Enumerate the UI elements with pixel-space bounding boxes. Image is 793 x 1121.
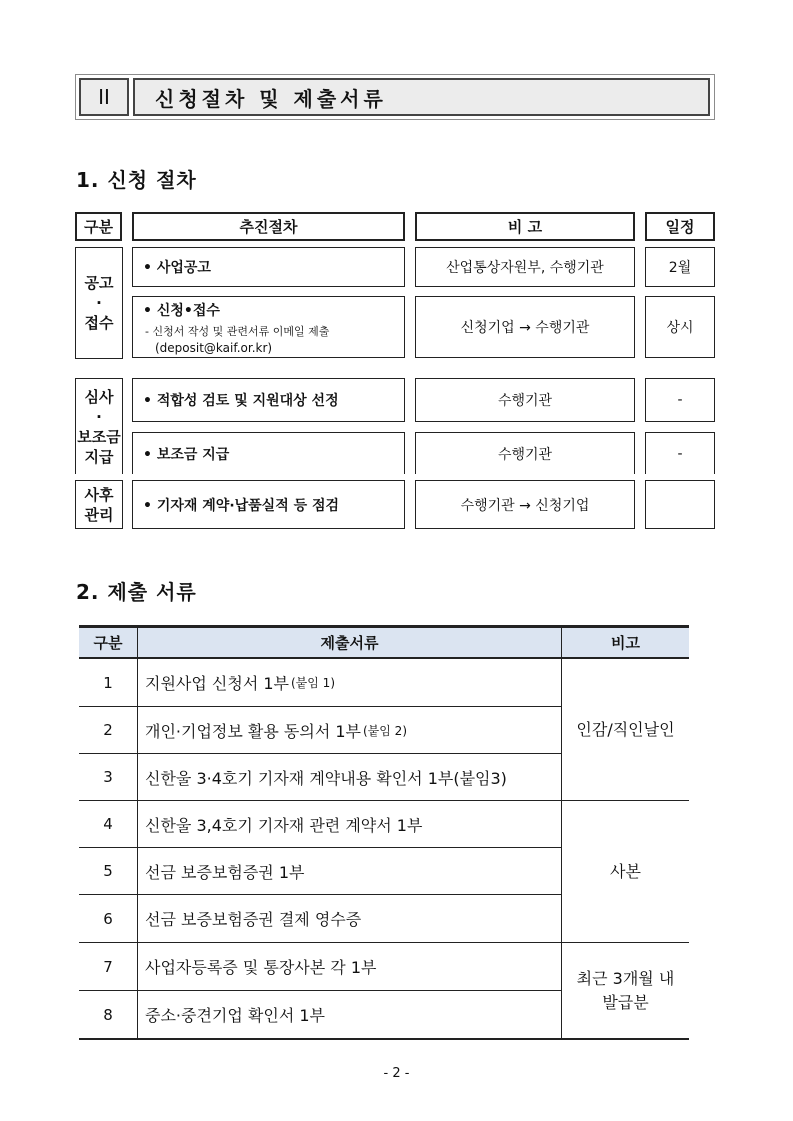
group-label-line: 관리 [84, 505, 114, 524]
step-detail: - 신청서 작성 및 관련서류 이메일 제출 [145, 324, 330, 338]
doc-row-number: 5 [103, 862, 113, 880]
table-bottom-rule [79, 1038, 689, 1040]
group-label-line: 접수 [84, 314, 114, 332]
step-application [132, 296, 405, 358]
remark-text: 최근 3개월 내 [576, 968, 675, 988]
col-header-remark: 비 고 [415, 212, 635, 241]
doc-row-name [145, 801, 560, 847]
doc-col-header-documents: 제출서류 [320, 634, 379, 652]
doc-row-number: 2 [103, 721, 113, 739]
doc-name-text: 개인·기업정보 활용 동의서 1부 [145, 721, 361, 741]
step-title: • 신청•접수 [143, 302, 220, 319]
step-remark: 산업통상자원부, 수행기관 [415, 247, 635, 287]
doc-row-number: 7 [103, 957, 113, 976]
step-schedule: - [645, 378, 715, 422]
step-announcement: • 사업공고 [132, 247, 405, 287]
doc-name-attachment: (붙임 1) [291, 676, 335, 690]
doc-name-text: 신한울 3·4호기 기자재 계약내용 확인서 1부(붙임3) [145, 768, 507, 788]
procedure-heading: 1. 신청 절차 [76, 168, 197, 192]
doc-row-name [145, 707, 560, 753]
step-remark: 수행기관 [415, 378, 635, 422]
step-inspection: • 기자재 계약·납품실적 등 점검 [132, 480, 405, 529]
col-header-schedule: 일정 [645, 212, 715, 241]
doc-row-number: 4 [103, 815, 113, 833]
group-announcement [75, 247, 123, 359]
doc-row-number: 1 [103, 673, 113, 692]
doc-name-text: 사업자등록증 및 통장사본 각 1부 [145, 958, 377, 977]
doc-name-text: 지원사업 신청서 1부 [145, 674, 289, 693]
step-schedule [645, 480, 715, 529]
step-schedule: 2월 [645, 247, 715, 287]
doc-name-text: 중소·중견기업 확인서 1부 [145, 1006, 325, 1025]
doc-row-name [145, 895, 560, 942]
step-remark: 수행기관 [415, 432, 635, 474]
doc-row-name [145, 991, 560, 1038]
step-schedule: 상시 [645, 296, 715, 358]
step-email: (deposit@kaif.or.kr) [155, 340, 273, 355]
doc-name-text: 신한울 3,4호기 기자재 관련 계약서 1부 [145, 815, 423, 835]
remark-text: 사본 [610, 861, 641, 881]
doc-col-header-category: 구분 [93, 634, 123, 652]
step-subsidy: • 보조금 지급 [132, 432, 405, 474]
group-label-line: 지급 [84, 447, 114, 466]
col-header-process: 추진절차 [132, 212, 405, 241]
section-number: II [79, 78, 129, 116]
doc-row-name [145, 754, 560, 800]
doc-row-name [145, 848, 560, 894]
remark-text: 인감/직인날인 [576, 719, 675, 739]
step-remark: 신청기업 → 수행기관 [415, 296, 635, 358]
step-schedule: - [645, 432, 715, 474]
step-review: • 적합성 검토 및 지원대상 선정 [132, 378, 405, 422]
doc-remark-recent [562, 943, 689, 1038]
remark-text: 발급분 [602, 992, 649, 1012]
doc-remark-copy [562, 801, 689, 942]
doc-row-number: 8 [103, 1005, 113, 1024]
step-remark: 수행기관 → 신청기업 [415, 480, 635, 529]
section-title: 신청절차 및 제출서류 [133, 78, 710, 116]
col-header-category: 구분 [75, 212, 122, 241]
doc-row-name [145, 943, 560, 990]
doc-name-attachment: (붙임 2) [363, 723, 407, 738]
page-number: - 2 - [383, 1066, 410, 1081]
doc-row-name [145, 659, 560, 706]
doc-name-text: 선금 보증보험증권 결제 영수증 [145, 910, 362, 929]
column-divider [137, 628, 138, 1039]
group-label-line: · [96, 407, 102, 426]
group-label-line: · [96, 294, 102, 312]
group-label-line: 사후 [84, 485, 114, 504]
doc-row-number: 6 [103, 909, 113, 928]
group-followup [75, 480, 123, 529]
group-label-line: 공고 [84, 274, 114, 292]
group-label-line: 보조금 [77, 427, 121, 446]
doc-col-header-remark: 비고 [611, 634, 640, 652]
group-review [75, 378, 123, 474]
documents-heading: 2. 제출 서류 [76, 580, 197, 604]
group-label-line: 심사 [84, 387, 114, 406]
doc-row-number: 3 [103, 768, 113, 786]
doc-name-text: 선금 보증보험증권 1부 [145, 862, 305, 882]
doc-remark-seal [562, 659, 689, 800]
